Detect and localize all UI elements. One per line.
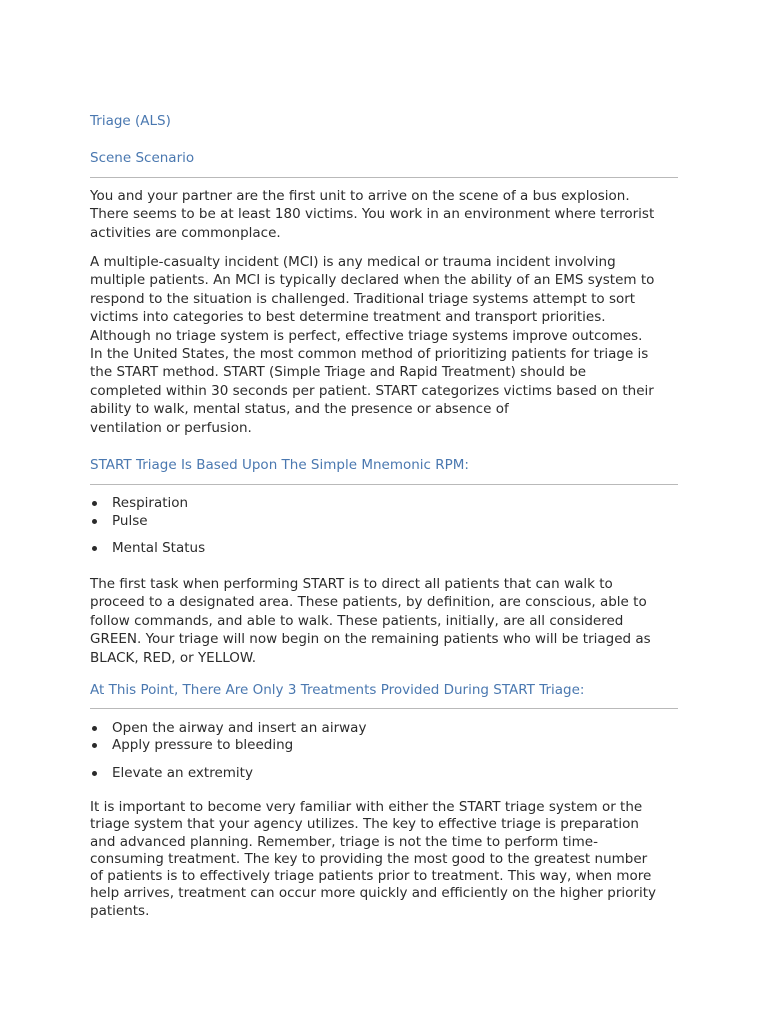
rpm-heading: START Triage Is Based Upon The Simple Mnemonic RPM: bbox=[90, 457, 469, 473]
paragraph-line: GREEN. Your triage will now begin on the remaining patients who will be triaged as bbox=[90, 631, 651, 648]
section-divider bbox=[90, 484, 678, 485]
paragraph-line: respond to the situation is challenged. Traditional triage systems attempt to sort bbox=[90, 290, 636, 307]
bullet-icon bbox=[92, 743, 97, 748]
scene-scenario-heading: Scene Scenario bbox=[90, 150, 195, 166]
paragraph-line: You and your partner are the first unit to arrive on the scene of a bus explosion. bbox=[90, 188, 630, 204]
first-task-paragraph bbox=[90, 575, 682, 667]
paragraph-line: proceed to a designated area. These patients, by definition, are conscious, able to bbox=[90, 594, 647, 611]
list-item: Apply pressure to bleeding bbox=[112, 737, 293, 753]
section-divider bbox=[90, 708, 678, 709]
section-divider bbox=[90, 177, 678, 178]
intro-paragraph bbox=[90, 187, 682, 242]
paragraph-line: and advanced planning. Remember, triage is not the time to perform time- bbox=[90, 833, 598, 850]
paragraph-line: There seems to be at least 180 victims. You work in an environment where terrorist bbox=[90, 206, 655, 223]
paragraph-line: ventilation or perfusion. bbox=[90, 419, 252, 436]
document-title: Triage (ALS) bbox=[90, 113, 171, 129]
paragraph-line: In the United States, the most common method of prioritizing patients for triage is bbox=[90, 346, 649, 363]
paragraph-line: of patients is to effectively triage patients prior to treatment. This way, when more bbox=[90, 868, 652, 885]
paragraph-line: BLACK, RED, or YELLOW. bbox=[90, 649, 256, 666]
list-item: Elevate an extremity bbox=[112, 765, 253, 781]
paragraph-line: patients. bbox=[90, 902, 150, 919]
mci-paragraph bbox=[90, 253, 682, 437]
bullet-icon bbox=[92, 546, 97, 551]
paragraph-line: consuming treatment. The key to providing the most good to the greatest number bbox=[90, 850, 648, 867]
list-item: Open the airway and insert an airway bbox=[112, 720, 366, 736]
paragraph-line: the START method. START (Simple Triage and Rapid Treatment) should be bbox=[90, 364, 587, 381]
paragraph-line: multiple patients. An MCI is typically declared when the ability of an EMS system to bbox=[90, 272, 655, 289]
bullet-icon bbox=[92, 771, 97, 776]
paragraph-line: It is important to become very familiar with either the START triage system or the bbox=[90, 799, 643, 815]
list-item: Mental Status bbox=[112, 540, 205, 556]
paragraph-line: help arrives, treatment can occur more quickly and efficiently on the higher priority bbox=[90, 885, 656, 902]
paragraph-line: completed within 30 seconds per patient. START categorizes victims based on their bbox=[90, 382, 654, 399]
treatments-heading: At This Point, There Are Only 3 Treatments Provided During START Triage: bbox=[90, 682, 585, 698]
list-item: Pulse bbox=[112, 513, 148, 529]
paragraph-line: follow commands, and able to walk. These patients, initially, are all considered bbox=[90, 612, 624, 629]
bullet-icon bbox=[92, 726, 97, 731]
paragraph-line: A multiple-casualty incident (MCI) is any medical or trauma incident involving bbox=[90, 254, 616, 270]
bullet-icon bbox=[92, 519, 97, 524]
paragraph-line: victims into categories to best determine treatment and transport priorities. bbox=[90, 309, 606, 326]
paragraph-line: Although no triage system is perfect, effective triage systems improve outcomes. bbox=[90, 327, 643, 344]
paragraph-line: triage system that your agency utilizes. The key to effective triage is preparation bbox=[90, 816, 639, 833]
list-item: Respiration bbox=[112, 495, 188, 511]
closing-paragraph bbox=[90, 799, 682, 920]
paragraph-line: activities are commonplace. bbox=[90, 224, 281, 241]
paragraph-line: The first task when performing START is to direct all patients that can walk to bbox=[90, 576, 613, 592]
paragraph-line: ability to walk, mental status, and the presence or absence of bbox=[90, 401, 509, 418]
bullet-icon bbox=[92, 501, 97, 506]
